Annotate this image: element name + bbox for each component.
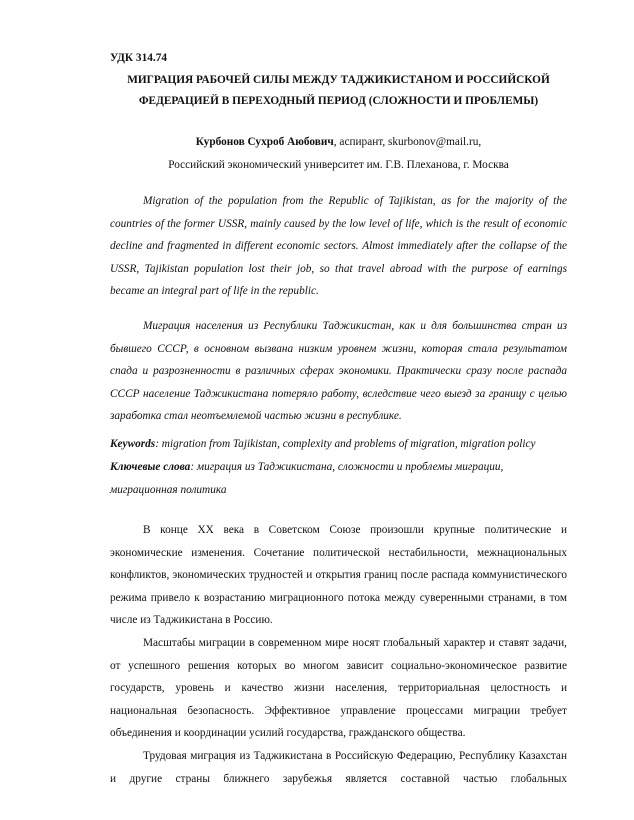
author-details: , аспирант, skurbonov@mail.ru, <box>333 136 482 148</box>
keywords-russian-text: : миграция из Таджикистана, сложности и проблемы миграции, миграционная политика <box>110 461 504 496</box>
keywords-russian <box>110 456 567 501</box>
keywords-english-text: : migration from Tajikistan, complexity and problems of migration, migration policy <box>155 438 536 450</box>
author-name: Курбонов Сухроб Аюбович <box>195 136 334 148</box>
keywords-english-label: Keywords <box>110 438 156 450</box>
author-affiliation: Российский экономический университет им. Г.В. Плеханова, г. Москва <box>168 158 509 171</box>
abstract-english: Migration of the population from the Republic of Tajikistan, as for the majority of the countries of the former USSR, mainly caused by the low level of life, which is the result of economic decline and fragmented in different economic sectors. Almost immediately after the collapse of the USSR, Tajikistan population lost their job, so that travel abroad with the purpose of earnings became an integral part of life in the republic. <box>110 195 567 298</box>
abstract-russian: Миграция населения из Республики Таджикистан, как и для большинства стран из бывшего СССР, в основном вызвана низким уровнем жизни, которая стала результатом спада и разрозненности в различных сферах экономики. Практически сразу после распада СССР население Таджикистана потеряло работу, вследствие чего выезд за границу с целью заработка стал неотъемлемой частью жизни в республике. <box>110 320 567 423</box>
udk-code: УДК 314.74 <box>110 52 168 64</box>
author-block <box>110 131 567 176</box>
body-paragraph-1: В конце XX века в Советском Союзе произошли крупные политические и экономические изменения. Сочетание политической нестабильности, межнациональных конфликтов, экономических трудностей и открытия границ после распада коммунистического режима привело к возрастанию миграционного потока между суверенными странами, в том числе из Таджикистана в Россию. <box>110 524 567 627</box>
body-paragraph-3: Трудовая миграция из Таджикистана в Российскую Федерацию, Республику Казахстан и другие страны ближнего зарубежья является составной частью глобальных <box>110 749 567 785</box>
keywords-russian-label: Ключевые слова <box>110 461 191 473</box>
keywords-english <box>110 433 567 456</box>
body-paragraph-2: Масштабы миграции в современном мире носят глобальный характер и ставят задачи, от успешного решения которых во многом зависит социально-экономическое развитие государств, уровень и качество жизни населения, территориальная целостность и национальная безопасность. Эффективное управление процессами миграции требует объединения и координации усилий государства, гражданского общества. <box>110 636 567 740</box>
body-text <box>110 519 567 790</box>
author-line <box>110 131 567 154</box>
article-title: МИГРАЦИЯ РАБОЧЕЙ СИЛЫ МЕЖДУ ТАДЖИКИСТАНОМ И РОССИЙСКОЙ ФЕДЕРАЦИЕЙ В ПЕРЕХОДНЫЙ ПЕРИОД (СЛОЖНОСТИ И ПРОБЛЕМЫ) <box>127 74 550 107</box>
